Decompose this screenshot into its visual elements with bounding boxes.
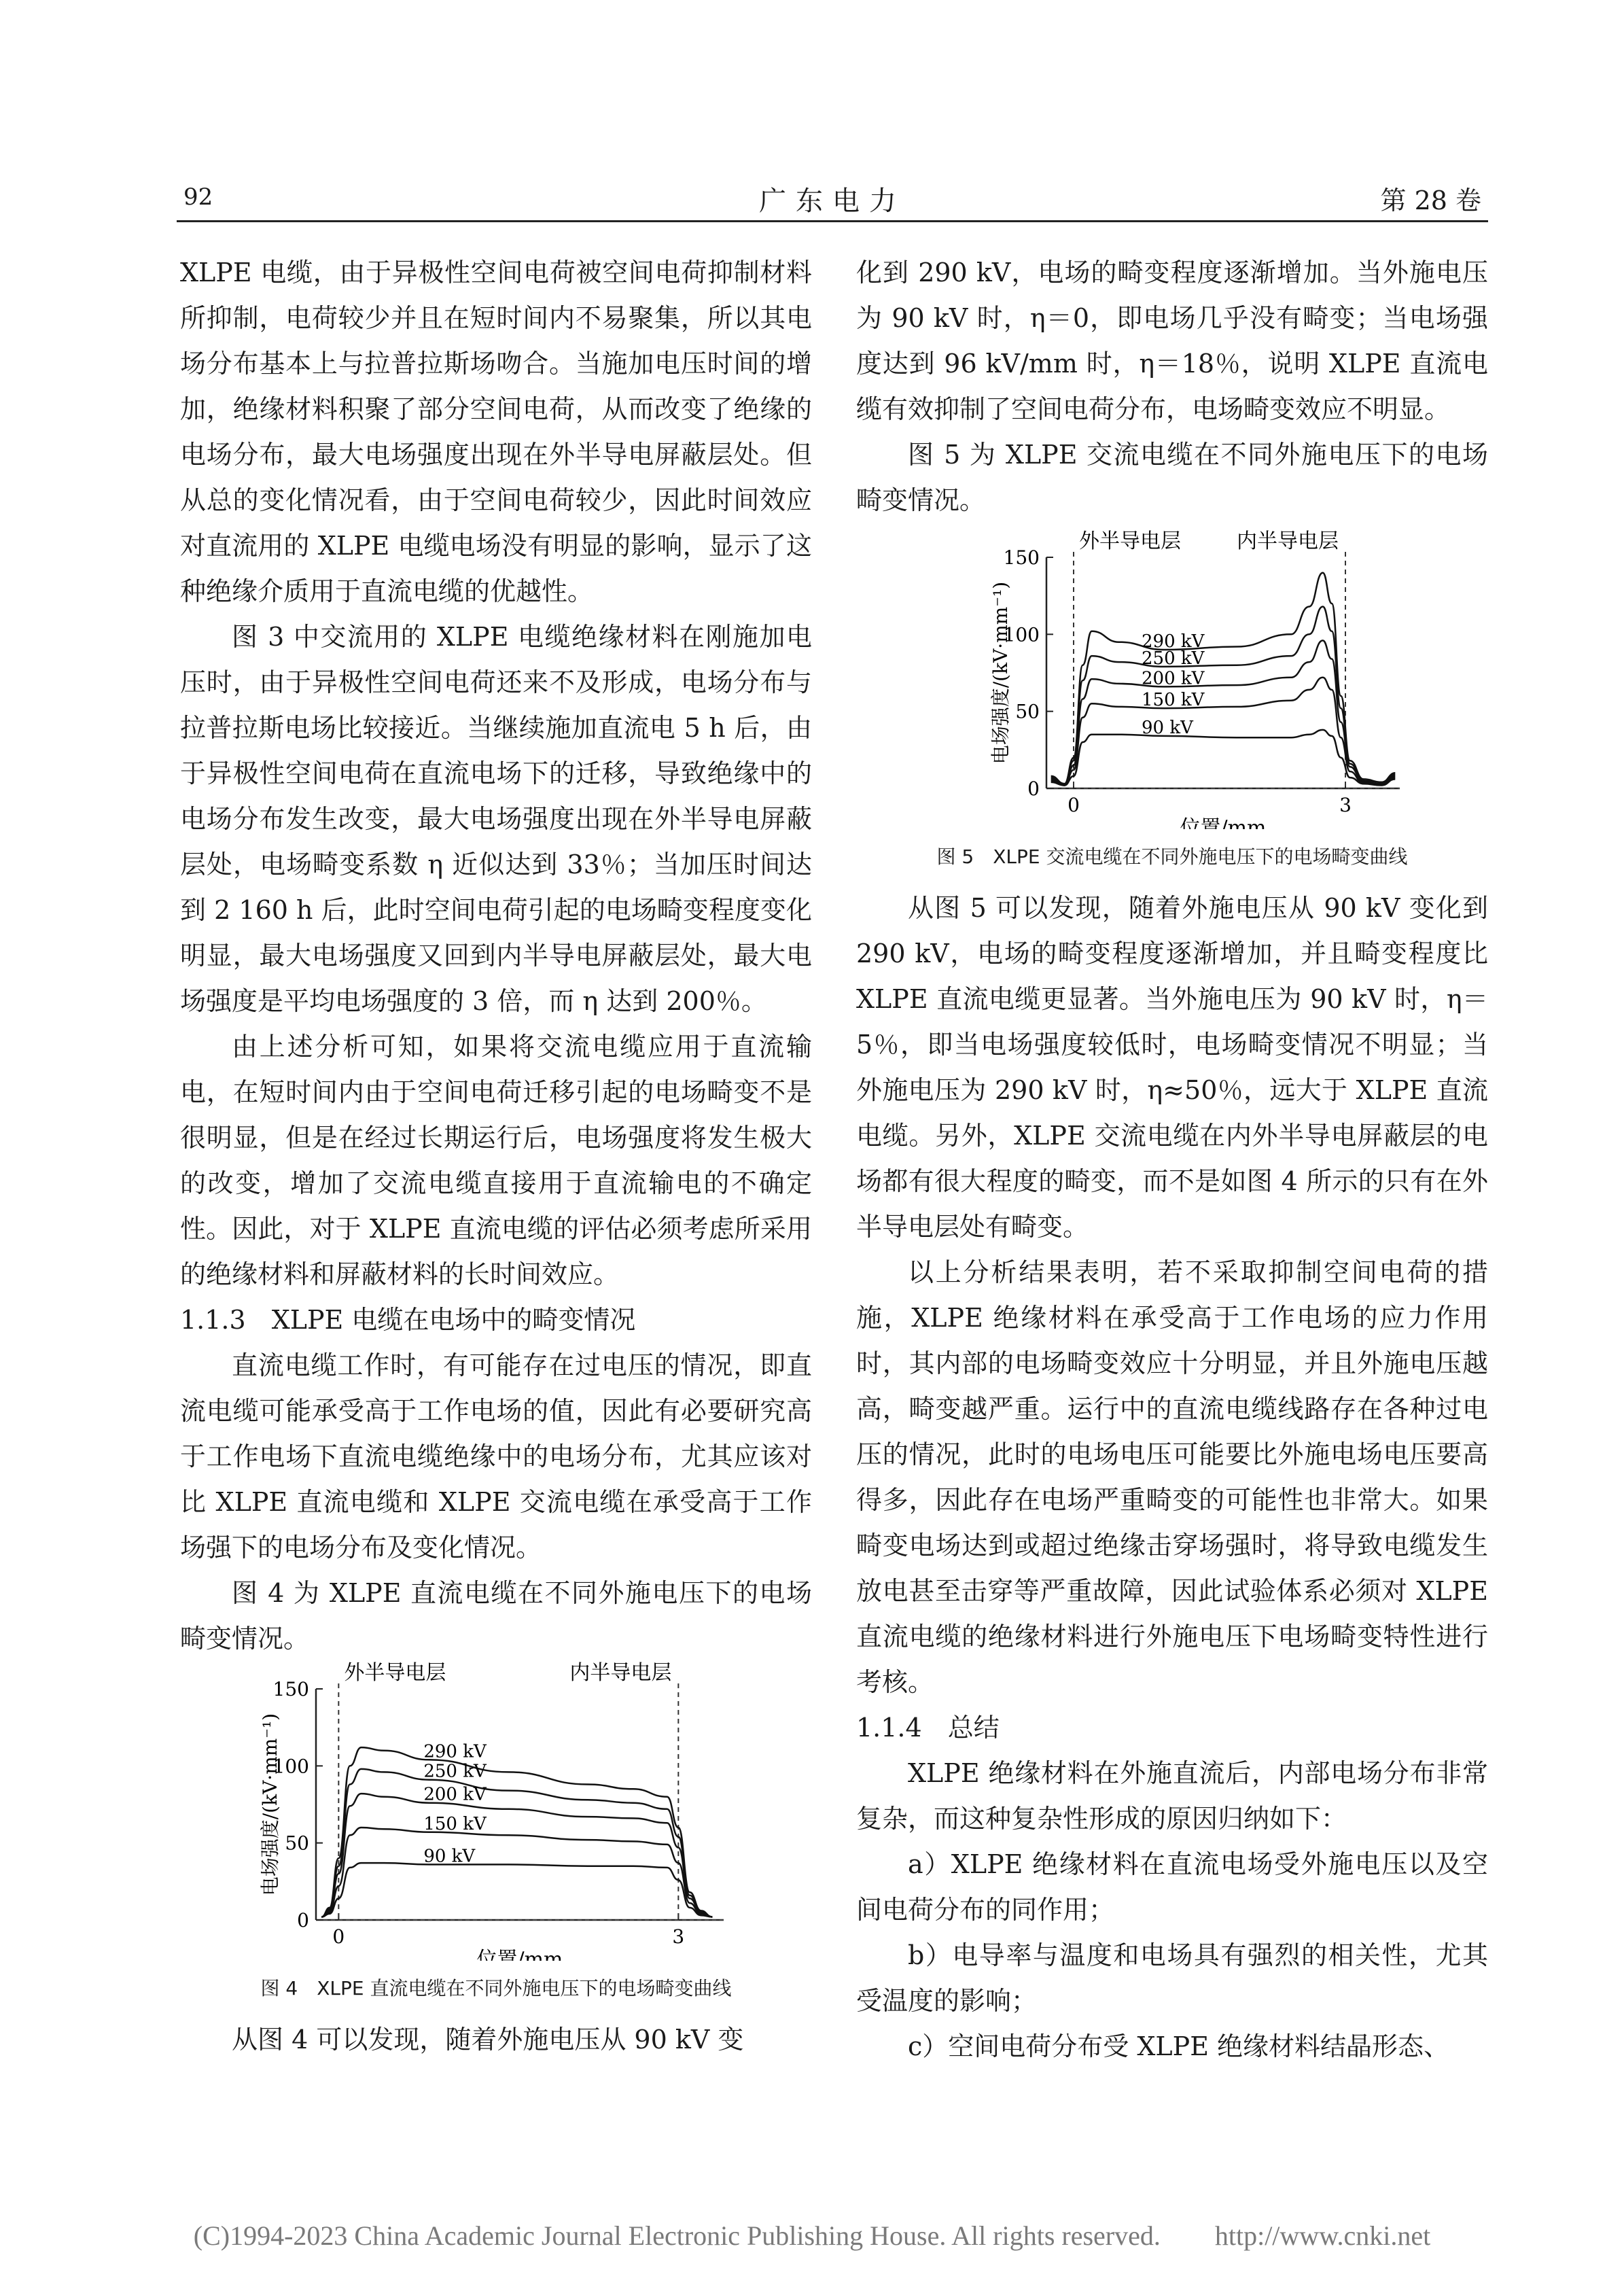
list-item-c: c）空间电荷分布受 XLPE 绝缘材料结晶形态、	[908, 2031, 1450, 2061]
boundary-annotation: 内半导电层	[569, 1662, 672, 1685]
page-header	[177, 178, 1488, 222]
series-label: 90 kV	[1142, 717, 1193, 738]
y-tick-label: 50	[285, 1832, 309, 1855]
section-heading-1-1-4: 1.1.4 总结	[856, 1713, 1000, 1743]
y-tick-label: 100	[1003, 623, 1040, 646]
paragraph: 直流电缆工作时，有可能存在过电压的情况，即直流电缆可能承受高于工作电场的值，因此有必要研究高于工作电场下直流电缆绝缘中的电场分布，尤其应该对比 XLPE 直流电缆和 XLPE 交流电缆在承受高于工作场强下的电场分布及变化情况。	[180, 1350, 812, 1562]
series-label: 250 kV	[1142, 648, 1205, 669]
x-tick-label: 3	[672, 1925, 685, 1948]
y-tick-label: 150	[272, 1678, 309, 1700]
figure-4	[180, 1662, 812, 2002]
list-item-a: a）XLPE 绝缘材料在直流电场受外施电压以及空间电荷分布的同作用；	[856, 1849, 1488, 1925]
x-axis-label: 位置/mm	[476, 1948, 563, 1961]
series-label: 150 kV	[423, 1813, 487, 1834]
y-tick-label: 50	[1015, 700, 1040, 723]
x-tick-label: 3	[1339, 794, 1352, 816]
series-line	[321, 1863, 712, 1917]
x-axis-label: 位置/mm	[1180, 816, 1267, 829]
y-axis-label: 电场强度/(kV·mm⁻¹)	[989, 581, 1012, 765]
left-column	[180, 250, 812, 2063]
paragraph: XLPE 绝缘材料在外施直流后，内部电场分布非常复杂，而这种复杂性形成的原因归纳如下：	[856, 1758, 1488, 1834]
paragraph: 化到 290 kV，电场的畸变程度逐渐增加。当外施电压为 90 kV 时，η＝0，即电场几乎没有畸变；当电场强度达到 96 kV/mm 时，η＝18％，说明 XLPE 直流电缆有效抑制了空间电荷分布，电场畸变效应不明显。	[856, 258, 1488, 424]
boundary-annotation: 外半导电层	[344, 1662, 446, 1685]
list-item-b: b）电导率与温度和电场具有强烈的相关性，尤其受温度的影响；	[856, 1940, 1488, 2016]
y-tick-label: 0	[1027, 777, 1040, 800]
series-label: 200 kV	[423, 1784, 487, 1805]
series-line	[1051, 573, 1396, 784]
y-tick-label: 100	[272, 1755, 309, 1778]
y-tick-label: 150	[1003, 546, 1040, 569]
paragraph: 由上述分析可知，如果将交流电缆应用于直流输电，在短时间内由于空间电荷迁移引起的电场畸变不是很明显，但是在经过长期运行后，电场强度将发生极大的改变，增加了交流电缆直接用于直流输电的不确定性。因此，对于 XLPE 直流电缆的评估必须考虑所采用的绝缘材料和屏蔽材料的长时间效应。	[180, 1032, 812, 1289]
figure-5-chart	[856, 523, 1488, 829]
series-line	[321, 1828, 712, 1917]
x-tick-label: 0	[332, 1925, 345, 1948]
volume-label: 第 28 卷	[1380, 186, 1481, 215]
section-heading-1-1-3: 1.1.3 XLPE 电缆在电场中的畸变情况	[180, 1305, 636, 1335]
series-line	[1051, 730, 1396, 786]
series-line	[321, 1747, 712, 1917]
right-column	[856, 250, 1488, 2069]
paragraph: 从图 5 可以发现，随着外施电压从 90 kV 变化到 290 kV，电场的畸变程度逐渐增加，并且畸变程度比 XLPE 直流电缆更显著。当外施电压为 90 kV 时，η＝5％，即当电场强度较低时，电场畸变情况不明显；当外施电压为 290 kV 时，η≈50％，远大于 XLPE 直流电缆。另外，XLPE 交流电缆在内外半导电屏蔽层的电场都有很大程度的畸变，而不是如图 4 所示的只有在外半导电层处有畸变。	[856, 893, 1488, 1242]
paragraph: 图 4 为 XLPE 直流电缆在不同外施电压下的电场畸变情况。	[180, 1578, 812, 1654]
series-label: 90 kV	[423, 1846, 476, 1867]
paragraph: XLPE 电缆，由于异极性空间电荷被空间电荷抑制材料所抑制，电荷较少并且在短时间内不易聚集，所以其电场分布基本上与拉普拉斯场吻合。当施加电压时间的增加，绝缘材料积聚了部分空间电荷，从而改变了绝缘的电场分布，最大电场强度出现在外半导电屏蔽层处。但从总的变化情况看，由于空间电荷较少，因此时间效应对直流用的 XLPE 电缆电场没有明显的影响，显示了这种绝缘介质用于直流电缆的优越性。	[180, 258, 812, 606]
figure-5	[856, 523, 1488, 871]
paragraph: 图 3 中交流用的 XLPE 电缆绝缘材料在刚施加电压时，由于异极性空间电荷还来不及形成，电场分布与拉普拉斯电场比较接近。当继续施加直流电 5 h 后，由于异极性空间电荷在直流电场下的迁移，导致绝缘中的电场分布发生改变，最大电场强度出现在外半导电屏蔽层处，电场畸变系数 η 近似达到 33％；当加压时间达到 2 160 h 后，此时空间电荷引起的电场畸变程度变化明显，最大电场强度又回到内半导电屏蔽层处，最大电场强度是平均电场强度的 3 倍，而 η 达到 200％。	[180, 622, 812, 1016]
series-label: 290 kV	[423, 1741, 487, 1762]
copyright-footer: (C)1994-2023 China Academic Journal Electronic Publishing House. All rights reserved. http://www.cnki.net	[193, 2220, 1431, 2251]
boundary-annotation: 外半导电层	[1079, 529, 1181, 553]
series-label: 200 kV	[1142, 668, 1205, 689]
figure-4-chart	[180, 1662, 812, 1961]
x-tick-label: 0	[1067, 794, 1080, 816]
series-label: 290 kV	[1142, 631, 1205, 652]
figure-5-caption: 图 5 XLPE 交流电缆在不同外施电压下的电场畸变曲线	[936, 845, 1408, 868]
series-line	[1051, 607, 1396, 784]
series-line	[321, 1794, 712, 1917]
paragraph: 从图 4 可以发现，随着外施电压从 90 kV 变	[232, 2025, 744, 2055]
figure-4-caption: 图 4 XLPE 直流电缆在不同外施电压下的电场畸变曲线	[260, 1977, 732, 1999]
series-label: 250 kV	[423, 1761, 487, 1782]
paragraph: 以上分析结果表明，若不采取抑制空间电荷的措施，XLPE 绝缘材料在承受高于工作电场的应力作用时，其内部的电场畸变效应十分明显，并且外施电压越高，畸变越严重。运行中的直流电缆线路存在各种过电压的情况，此时的电场电压可能要比外施电场电压要高得多，因此存在电场严重畸变的可能性也非常大。如果畸变电场达到或超过绝缘击穿场强时，将导致电缆发生放电甚至击穿等严重故障，因此试验体系必须对 XLPE 直流电缆的绝缘材料进行外施电压下电场畸变特性进行考核。	[856, 1257, 1488, 1697]
journal-name: 广东电力	[759, 186, 906, 217]
paragraph: 图 5 为 XLPE 交流电缆在不同外施电压下的电场畸变情况。	[856, 440, 1488, 515]
boundary-annotation: 内半导电层	[1237, 529, 1339, 553]
y-axis-label: 电场强度/(kV·mm⁻¹)	[259, 1713, 281, 1896]
y-tick-label: 0	[297, 1909, 309, 1932]
page-number: 92	[183, 184, 213, 211]
series-label: 150 kV	[1142, 690, 1205, 711]
